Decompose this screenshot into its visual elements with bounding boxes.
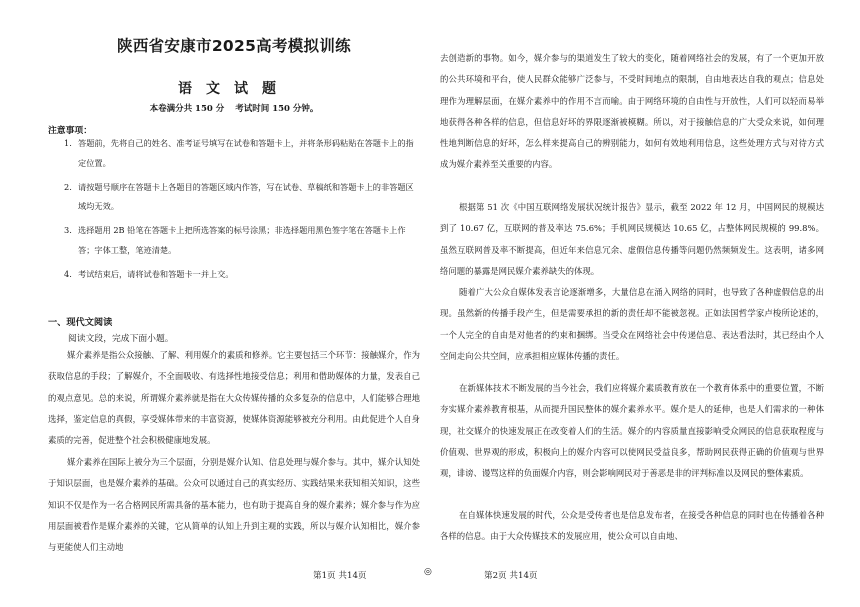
exam-meta (48, 102, 420, 114)
passage-paragraph: 媒介素养是指公众接触、了解、利用媒介的素质和修养。它主要包括三个环节：接触媒介，作为获取信息的手段；了解媒介，不全面吸收、有选择性地接受信息；利用和借助媒体的力量，发表自己的观点意见。总的来说，所谓媒介素养就是指在大众传媒传播的众多复杂的信息中，人们能够合理地选择，鉴定信息的真假，享受媒体带来的丰富资源，使媒体资源能够被充分利用。由此促进个人自身素质的完善，促进整个社会积极健康地发展。 (48, 350, 420, 446)
passage-paragraph: 根据第 51 次《中国互联网络发展状况统计报告》显示，截至 2022 年 12 月，中国网民的规模达到了 10.67 亿，互联网的普及率达 75.6%；手机网民规模达 10.65 亿，占整体网民规模的 99.8%。虽然互联网普及率不断提高，但近年来信息冗余、虚假信息传播等问题仍然频频发生。这表明，诸多网络问题的暴露是网民媒介素养缺失的体现。 (440, 202, 824, 276)
notice-item: 4. 考试结束后，请将试卷和答题卡一并上交。 (64, 268, 234, 279)
notice-item: 3. 选择题用 2B 铅笔在答题卡上把所选答案的标号涂黑；非选择题用黑色签字笔在答题卡上作答；字体工整，笔迹清楚。 (64, 225, 406, 255)
section-intro: 阅读文段，完成下面小题。 (68, 334, 174, 344)
section-heading: 一、现代文阅读 (48, 317, 113, 328)
passage-paragraph: 在自媒体快速发展的时代，公众是受传者也是信息发布者，在接受各种信息的同时也在传播着各种各样的信息。由于大众传媒技术的发展应用，使公众可以自由地、 (440, 510, 824, 542)
time-info: 考试时间 150 分钟。 (235, 104, 319, 114)
notice-heading: 注意事项： (48, 126, 92, 136)
score-info: 本卷满分共 150 分 (149, 104, 225, 114)
passage-paragraph: 去创造新的事物。如今，媒介参与的渠道发生了较大的变化，随着网络社会的发展，有了一个更加开放的公共环境和平台，使人民群众能够广泛参与，不受时间地点的限制，自由地表达自我的观点；信息处理作为理解层面，在媒介素养中的作用不言而喻。由于网络环境的自由性与开放性，人们可以轻而易举地获得各种各样的信息，但信息好坏的界限逐渐被模糊。所以，对于接触信息的广大受众来说，如何理性地判断信息的好坏，怎么样来提高自己的辨别能力，如何有效地利用信息，这些处理方式与对待方式成为媒介素养至关重要的内容。 (440, 53, 824, 170)
passage-paragraph: 随着广大公众自媒体发表言论逐渐增多，大量信息在涌入网络的同时，也导致了各种虚假信息的出现。虽然新的传播手段产生，但是需要承担的新的责任却不能被忽视。正如法国哲学家卢梭所论述的，一个人完全的自由是对他者的约束和捆绑。当受众在网络社会中传递信息、表达看法时，其已经由个人空间走向公共空间，应承担相应媒体传播的责任。 (440, 287, 824, 361)
exam-title: 陕西省安康市2025高考模拟训练 (117, 37, 351, 55)
page-number-right: 第2页 共14页 (484, 571, 538, 581)
center-mark: ◎ (424, 567, 432, 577)
page-number-left: 第1页 共14页 (313, 571, 367, 581)
notice-item: 1. 答题前，先将自己的姓名、准考证号填写在试卷和答题卡上，并将条形码粘贴在答题卡上的指定位置。 (64, 138, 414, 168)
passage-paragraph: 在新媒体技术不断发展的当今社会，我们应将媒介素质教育放在一个教育体系中的重要位置，不断夯实媒介素养教育根基，从而提升国民整体的媒介素养水平。媒介是人的延伸，也是人们需求的一种体现，社交媒介的快速发展正在改变着人们的生活。媒介的内容质量直接影响受众网民的信息获取程度与价值观、世界观的形成，积极向上的媒介内容可以使网民受益良多，帮助网民获得正确的价值观与世界观，诽谤、谩骂这样的负面媒介内容，则会影响网民对于善恶是非的评判标准以及网民的整体素质。 (440, 383, 824, 479)
passage-paragraph: 媒介素养在国际上被分为三个层面，分别是媒介认知、信息处理与媒介参与。其中，媒介认知处于知识层面，也是媒介素养的基础。公众可以通过自己的真实经历、实践结果来获知相关知识，这些知识不仅是作为一名合格网民所需具备的基本能力，也有助于提高自身的媒介素养；媒介参与作为应用层面被看作是媒介素养的关键，它从简单的认知上升到主观的实践，所以与媒介认知相比，媒介参与更能使人们主动地 (48, 457, 420, 553)
notice-item: 2. 请按题号顺序在答题卡上各题目的答题区域内作答，写在试卷、草稿纸和答题卡上的非答题区域均无效。 (64, 181, 414, 212)
exam-subtitle: 语文试题 (178, 81, 290, 97)
notice-list (64, 134, 414, 289)
